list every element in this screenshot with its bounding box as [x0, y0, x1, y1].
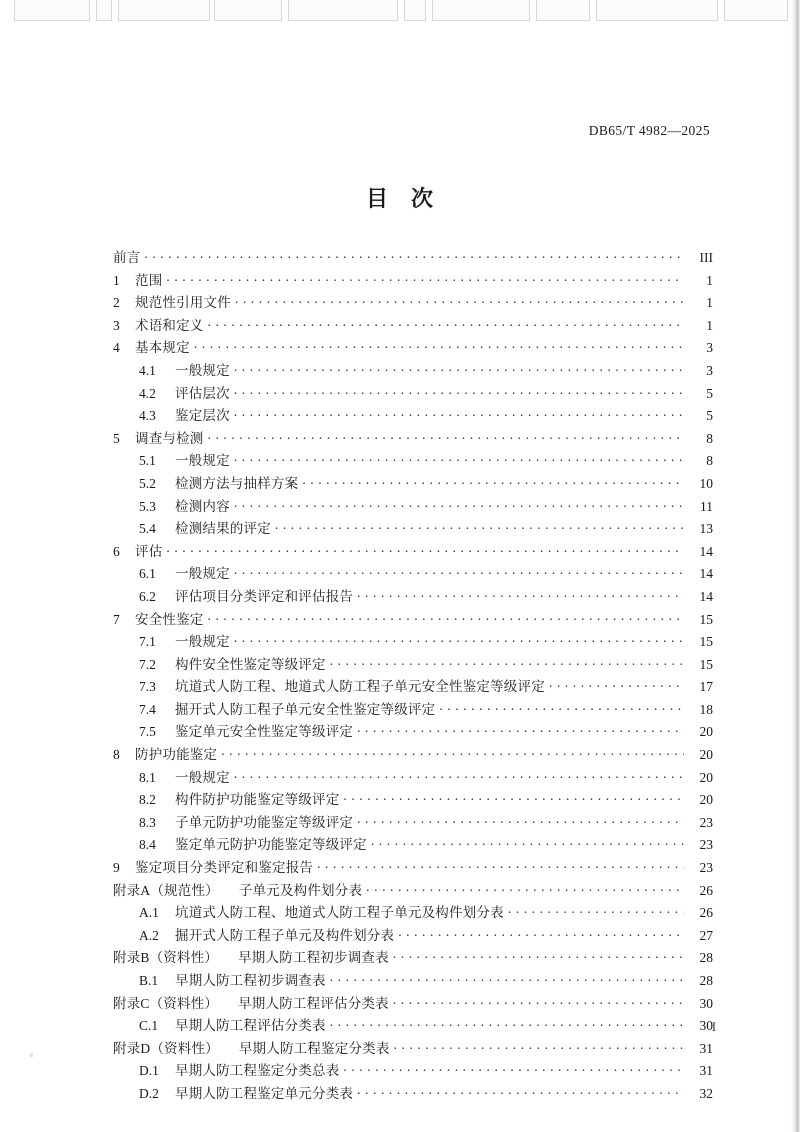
toc-leader-dots: [234, 385, 684, 398]
toc-leader-dots: [208, 317, 685, 330]
toc-entry-label: 鉴定单元防护功能鉴定等级评定: [175, 837, 367, 853]
toc-leader-dots: [302, 475, 684, 488]
toc-entry-number: 6.1: [139, 566, 156, 582]
toc-entry-page-number: 27: [699, 927, 713, 943]
toc-entry-page-number: 26: [699, 882, 713, 898]
toc-entry-label-secondary: 早期人防工程鉴定分类表: [238, 1040, 390, 1056]
toc-entry[interactable]: [113, 427, 713, 450]
scan-artifact-fragment: [96, 0, 112, 21]
toc-leader-dots: [275, 520, 684, 533]
toc-entry-number: C.1: [139, 1018, 159, 1034]
toc-leader-dots: [234, 565, 684, 578]
toc-entry-page-number: 23: [699, 860, 713, 876]
toc-entry[interactable]: [113, 449, 713, 472]
toc-entry-label: 鉴定单元安全性鉴定等级评定: [175, 724, 354, 740]
page-title-char-right: 次: [411, 186, 435, 211]
toc-entry[interactable]: [113, 743, 713, 766]
toc-entry-label: 附录A（规范性）: [113, 882, 219, 898]
toc-entry-number: 8: [113, 747, 120, 763]
toc-entry-page-number: 15: [699, 611, 713, 627]
toc-entry-label: 附录D（资料性）: [113, 1040, 219, 1056]
toc-entry-label: 范围: [135, 272, 163, 288]
toc-entry[interactable]: [113, 924, 713, 947]
toc-entry-number: 4: [113, 340, 120, 356]
toc-entry[interactable]: [113, 992, 713, 1015]
toc-entry[interactable]: [113, 269, 713, 292]
toc-leader-dots: [343, 1062, 684, 1075]
toc-leader-dots: [357, 588, 684, 601]
toc-entry[interactable]: [113, 901, 713, 924]
scan-artifact-fragment: [596, 0, 718, 21]
toc-leader-dots: [234, 407, 684, 420]
toc-leader-dots: [343, 791, 684, 804]
toc-entry-label: 检测结果的评定: [175, 521, 271, 537]
toc-entry-number: 3: [113, 317, 120, 333]
toc-entry-page-number: 3: [706, 362, 713, 378]
toc-entry[interactable]: [113, 698, 713, 721]
toc-entry[interactable]: [113, 630, 713, 653]
toc-entry[interactable]: [113, 833, 713, 856]
toc-leader-dots: [234, 769, 684, 782]
toc-entry[interactable]: [113, 382, 713, 405]
toc-entry-page-number: 32: [699, 1085, 713, 1101]
toc-entry-label: 安全性鉴定: [135, 611, 204, 627]
toc-entry-page-number: 26: [699, 905, 713, 921]
toc-leader-dots: [144, 249, 684, 262]
toc-leader-dots: [317, 859, 684, 872]
toc-leader-dots: [221, 746, 684, 759]
toc-entry-label-secondary: 子单元及构件划分表: [238, 882, 363, 898]
toc-entry[interactable]: [113, 969, 713, 992]
toc-entry-label: 评估: [135, 543, 163, 559]
toc-entry-number: 8.3: [139, 814, 156, 830]
toc-entry-label: 早期人防工程评估分类表: [175, 1018, 326, 1034]
toc-entry-label: 术语和定义: [135, 317, 204, 333]
toc-entry[interactable]: [113, 495, 713, 518]
toc-entry-number: 7.3: [139, 679, 156, 695]
toc-leader-dots: [393, 995, 684, 1008]
scan-artifact-fragment: [724, 0, 788, 21]
toc-leader-dots: [357, 814, 684, 827]
toc-leader-dots: [366, 882, 684, 895]
toc-entry-page-number: 20: [699, 792, 713, 808]
toc-leader-dots: [398, 927, 684, 940]
toc-entry-page-number: 5: [706, 408, 713, 424]
toc-entry-page-number: 8: [706, 453, 713, 469]
toc-entry-label: 构件防护功能鉴定等级评定: [175, 792, 340, 808]
toc-entry-label: 前言: [113, 250, 141, 265]
toc-entry-number: 5.2: [139, 475, 156, 491]
table-of-contents: [113, 246, 713, 1105]
toc-leader-dots: [357, 723, 684, 736]
toc-entry-label: 防护功能鉴定: [135, 747, 218, 763]
toc-entry-label: 掘开式人防工程子单元及构件划分表: [175, 927, 395, 943]
toc-entry-page-number: 23: [699, 837, 713, 853]
toc-entry[interactable]: [113, 246, 713, 269]
toc-entry-number: 8.2: [139, 792, 156, 808]
toc-entry-label: 评估项目分类评定和评估报告: [175, 588, 354, 604]
toc-entry-number: 6: [113, 543, 120, 559]
toc-entry-page-number: 14: [699, 543, 713, 559]
scan-artifact-top-edge: [0, 0, 800, 22]
toc-entry-label: 一般规定: [175, 634, 230, 650]
toc-entry[interactable]: [113, 766, 713, 789]
toc-entry-number: 8.1: [139, 769, 156, 785]
toc-entry-number: 8.4: [139, 837, 156, 853]
standard-number-header: DB65/T 4982—2025: [588, 123, 710, 138]
toc-entry-number: D.2: [139, 1085, 159, 1101]
toc-entry-page-number: 1: [706, 272, 713, 288]
toc-entry[interactable]: [113, 1037, 713, 1060]
toc-entry-number: A.1: [139, 905, 159, 921]
toc-entry-label: 附录C（资料性）: [113, 995, 219, 1011]
toc-entry-number: 7.4: [139, 701, 156, 717]
toc-leader-dots: [208, 430, 685, 443]
toc-entry[interactable]: [113, 720, 713, 743]
toc-entry-label: 早期人防工程初步调查表: [175, 973, 326, 988]
toc-entry[interactable]: [113, 675, 713, 698]
toc-entry-number: 5.4: [139, 521, 156, 537]
toc-entry-page-number: 14: [699, 588, 713, 604]
toc-entry[interactable]: [113, 1059, 713, 1082]
toc-entry[interactable]: [113, 472, 713, 495]
toc-entry-label: 坑道式人防工程、地道式人防工程子单元及构件划分表: [175, 905, 504, 921]
toc-entry-page-number: 30: [699, 995, 713, 1011]
toc-entry-page-number: 20: [699, 747, 713, 763]
toc-entry[interactable]: [113, 879, 713, 902]
toc-entry-page-number: 28: [699, 950, 713, 966]
toc-entry-label: 坑道式人防工程、地道式人防工程子单元安全性鉴定等级评定: [175, 679, 545, 695]
toc-entry-number: B.1: [139, 973, 159, 988]
scan-artifact-right-shadow: [791, 0, 800, 1132]
toc-entry-label: 早期人防工程鉴定单元分类表: [175, 1085, 354, 1101]
toc-entry-number: 9: [113, 860, 120, 876]
toc-entry-number: D.1: [139, 1063, 159, 1079]
toc-entry-page-number: 31: [699, 1040, 713, 1056]
toc-entry-label: 早期人防工程鉴定分类总表: [175, 1063, 340, 1079]
toc-leader-dots: [194, 339, 684, 352]
toc-entry-page-number: 20: [699, 769, 713, 785]
toc-entry[interactable]: [113, 562, 713, 585]
toc-entry-label-secondary: 早期人防工程评估分类表: [238, 995, 389, 1011]
toc-leader-dots: [393, 949, 684, 962]
toc-entry-page-number: 11: [700, 498, 713, 514]
toc-leader-dots: [439, 701, 684, 714]
scan-artifact-fragment: [118, 0, 210, 21]
toc-entry-page-number: 5: [706, 385, 713, 401]
toc-leader-dots: [235, 294, 684, 307]
toc-entry-label: 掘开式人防工程子单元安全性鉴定等级评定: [175, 701, 436, 717]
toc-entry-number: 2: [113, 295, 120, 311]
toc-entry[interactable]: [113, 404, 713, 427]
toc-entry[interactable]: [113, 540, 713, 563]
toc-entry-number: 7.5: [139, 724, 156, 740]
scan-artifact-fragment: [404, 0, 426, 21]
toc-entry-label-secondary: 早期人防工程初步调查表: [238, 950, 389, 966]
toc-entry[interactable]: [113, 856, 713, 879]
toc-entry-number: 5.1: [139, 453, 156, 469]
toc-entry-label: 一般规定: [175, 453, 230, 469]
toc-leader-dots: [234, 498, 684, 511]
toc-entry[interactable]: [113, 517, 713, 540]
toc-leader-dots: [234, 362, 684, 375]
toc-leader-dots: [234, 452, 684, 465]
toc-entry-page-number: 3: [706, 340, 713, 356]
toc-entry-label: 检测方法与抽样方案: [175, 475, 299, 491]
scan-artifact-fragment: [214, 0, 282, 21]
toc-entry-page-number: 8: [706, 430, 713, 446]
toc-leader-dots: [549, 678, 684, 691]
toc-entry[interactable]: [113, 291, 713, 314]
toc-entry-label: 评估层次: [175, 385, 230, 401]
toc-entry-number: 5.3: [139, 498, 156, 514]
toc-entry-label: 一般规定: [175, 362, 230, 378]
toc-entry-number: 7.1: [139, 634, 156, 650]
toc-leader-dots: [208, 611, 685, 624]
toc-entry-label: 规范性引用文件: [135, 295, 231, 311]
toc-entry-page-number: 15: [699, 656, 713, 672]
toc-entry-page-number: 10: [699, 475, 713, 491]
toc-entry[interactable]: [113, 336, 713, 359]
page-title-char-left: 目: [365, 186, 389, 211]
toc-entry-page-number: 31: [699, 1063, 713, 1079]
toc-entry[interactable]: [113, 653, 713, 676]
toc-entry-number: 7.2: [139, 656, 156, 672]
toc-entry-page-number: III: [699, 250, 713, 265]
toc-entry-number: 4.3: [139, 408, 156, 424]
toc-entry-number: 1: [113, 272, 120, 288]
toc-leader-dots: [234, 633, 684, 646]
scan-artifact-fragment: [432, 0, 530, 21]
toc-entry[interactable]: [113, 314, 713, 337]
toc-entry-page-number: 18: [699, 701, 713, 717]
toc-entry[interactable]: [113, 1082, 713, 1105]
scan-artifact-fragment: [536, 0, 590, 21]
toc-entry-page-number: 17: [699, 679, 713, 695]
toc-entry-number: 4.2: [139, 385, 156, 401]
toc-entry-number: A.2: [139, 927, 159, 943]
toc-entry-page-number: 1: [706, 295, 713, 311]
toc-entry-number: 6.2: [139, 588, 156, 604]
toc-entry-page-number: 23: [699, 814, 713, 830]
toc-entry-label: 基本规定: [135, 340, 190, 356]
toc-entry-label: 一般规定: [175, 566, 230, 582]
toc-leader-dots: [371, 836, 684, 849]
toc-entry-label: 鉴定层次: [175, 408, 230, 424]
toc-entry-page-number: 14: [699, 566, 713, 582]
toc-entry-number: 4.1: [139, 362, 156, 378]
toc-entry-number: 7: [113, 611, 120, 627]
toc-entry[interactable]: [113, 359, 713, 382]
scan-artifact-fragment: [14, 0, 90, 21]
toc-leader-dots: [330, 972, 684, 985]
toc-entry-label: 调查与检测: [135, 430, 204, 446]
page-title: [0, 182, 800, 213]
toc-entry-page-number: 20: [699, 724, 713, 740]
toc-leader-dots: [166, 543, 684, 556]
scan-artifact-speck: [30, 1053, 33, 1057]
toc-entry-label: 一般规定: [175, 769, 230, 785]
toc-entry[interactable]: [113, 608, 713, 631]
scan-artifact-fragment: [288, 0, 398, 21]
toc-leader-dots: [357, 1085, 684, 1098]
toc-entry-label: 构件安全性鉴定等级评定: [175, 656, 326, 672]
toc-entry-label: 鉴定项目分类评定和鉴定报告: [135, 860, 314, 876]
toc-entry-page-number: 13: [699, 521, 713, 537]
toc-leader-dots: [330, 656, 684, 669]
toc-leader-dots: [394, 1040, 684, 1053]
toc-entry-page-number: 1: [706, 317, 713, 333]
toc-leader-dots: [508, 904, 684, 917]
toc-entry-label: 检测内容: [175, 498, 230, 514]
toc-entry[interactable]: [113, 946, 713, 969]
toc-entry[interactable]: [113, 585, 713, 608]
toc-entry-page-number: 30: [699, 1018, 713, 1034]
toc-entry[interactable]: [113, 811, 713, 834]
toc-entry-page-number: 28: [699, 973, 713, 988]
footer-page-number: I: [711, 1020, 716, 1034]
toc-entry-page-number: 15: [699, 634, 713, 650]
toc-entry[interactable]: [113, 788, 713, 811]
toc-entry-label: 附录B（资料性）: [113, 950, 219, 966]
toc-entry-label: 子单元防护功能鉴定等级评定: [175, 814, 354, 830]
toc-entry-number: 5: [113, 430, 120, 446]
toc-leader-dots: [166, 272, 684, 285]
